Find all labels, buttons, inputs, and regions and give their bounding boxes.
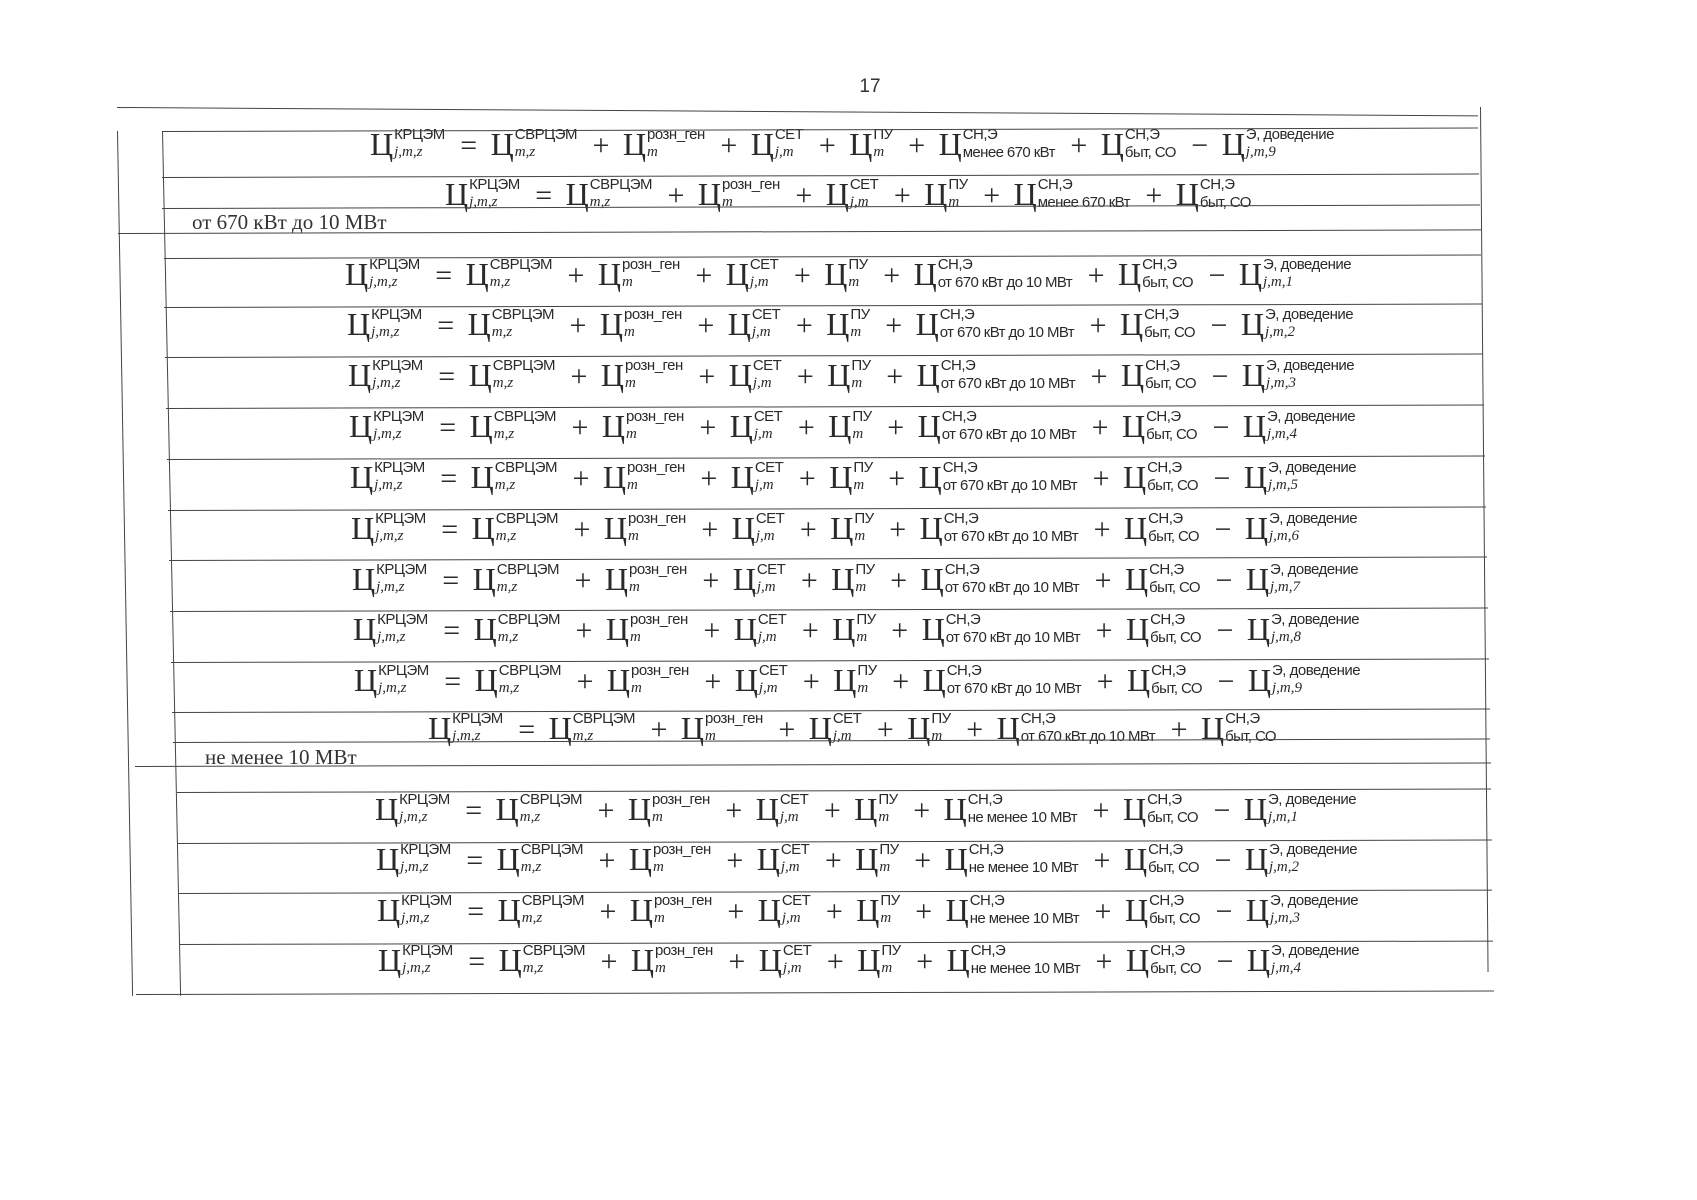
formula-row [348,359,1356,396]
plus-sign: + [726,844,744,877]
term-pu: Ц ПУ m [907,710,951,746]
plus-sign: + [699,411,717,444]
plus-sign: + [887,411,905,444]
plus-sign: + [703,614,721,647]
plus-sign: + [702,564,720,597]
term-dovedenie: Ц Э, доведение j,m,3 [1241,357,1355,393]
table-outer-border [117,131,133,996]
term-byt: Ц СН,Э быт, СО [1175,176,1251,212]
term-rozn-gen: Ц розн_ген m [627,791,710,827]
term-svrcem: Ц СВРЦЭМ m,z [465,256,552,292]
term-sn: Ц СН,Э от 670 кВт до 10 МВт [917,408,1077,444]
plus-sign: + [825,895,843,928]
term-rozn-gen: Ц розн_ген m [597,256,680,292]
plus-sign: + [824,844,842,877]
term-set: Ц СЕТ j,m [727,306,781,342]
term-krcem: Ц КРЦЭМ j,m,z [376,841,451,877]
term-sn: Ц СН,Э не менее 10 МВт [946,942,1081,978]
plus-sign: + [818,129,836,162]
plus-sign: + [908,129,926,162]
term-byt: Ц СН,Э быт, СО [1119,306,1195,342]
term-dovedenie: Ц Э, доведение j,m,4 [1246,942,1360,978]
plus-sign: + [667,179,685,212]
term-pu: Ц ПУ m [855,841,899,877]
equals-sign: = [468,945,486,978]
term-svrcem: Ц СВРЦЭМ m,z [495,791,582,827]
plus-sign: + [573,513,591,546]
equals-sign: = [435,259,453,292]
term-pu: Ц ПУ m [857,942,901,978]
term-set: Ц СЕТ j,m [731,510,785,546]
term-krcem: Ц КРЦЭМ j,m,z [345,256,420,292]
term-svrcem: Ц СВРЦЭМ m,z [548,710,635,746]
term-sn: Ц СН,Э не менее 10 МВт [944,841,1079,877]
formula-row [377,894,1360,931]
term-svrcem: Ц СВРЦЭМ m,z [467,306,554,342]
term-sn: Ц СН,Э не менее 10 МВт [945,892,1080,928]
term-byt: Ц СН,Э быт, СО [1124,892,1200,928]
minus-sign: − [1208,259,1226,292]
term-byt: Ц СН,Э быт, СО [1121,408,1197,444]
term-set: Ц СЕТ j,m [750,126,804,162]
equals-sign: = [535,179,553,212]
term-krcem: Ц КРЦЭМ j,m,z [445,176,520,212]
term-dovedenie: Ц Э, доведение j,m,6 [1244,510,1358,546]
equals-sign: = [466,844,484,877]
plus-sign: + [802,665,820,698]
term-set: Ц СЕТ j,m [758,942,812,978]
plus-sign: + [572,462,590,495]
term-set: Ц СЕТ j,m [755,791,809,827]
plus-sign: + [1092,462,1110,495]
term-krcem: Ц КРЦЭМ j,m,z [354,662,429,698]
minus-sign: − [1215,895,1233,928]
formula-row [375,793,1358,830]
plus-sign: + [599,895,617,928]
formula-row [354,664,1362,701]
plus-sign: + [728,945,746,978]
term-pu: Ц ПУ m [824,256,868,292]
minus-sign: − [1217,665,1235,698]
term-dovedenie: Ц Э, доведение j,m,2 [1244,841,1358,877]
formula-row [428,712,1278,749]
plus-sign: + [1094,895,1112,928]
term-set: Ц СЕТ j,m [757,892,811,928]
term-sn: Ц СН,Э от 670 кВт до 10 МВт [916,357,1076,393]
term-dovedenie: Ц Э, доведение j,m,9 [1221,126,1334,162]
plus-sign: + [571,411,589,444]
term-krcem: Ц КРЦЭМ j,m,z [370,126,445,162]
equals-sign: = [518,713,536,746]
plus-sign: + [720,129,738,162]
term-byt: Ц СН,Э быт, СО [1117,256,1193,292]
term-krcem: Ц КРЦЭМ j,m,z [350,459,425,495]
plus-sign: + [826,945,844,978]
term-byt: Ц СН,Э быт, СО [1124,561,1200,597]
plus-sign: + [795,179,813,212]
term-krcem: Ц КРЦЭМ j,m,z [349,408,424,444]
term-dovedenie: Ц Э, доведение j,m,3 [1245,892,1359,928]
formula-row [370,128,1336,165]
plus-sign: + [727,895,745,928]
section-label-670kw-10mw: от 670 кВт до 10 МВт [192,210,387,234]
plus-sign: + [1087,259,1105,292]
minus-sign: − [1215,564,1233,597]
term-pu: Ц ПУ m [827,357,871,393]
term-svrcem: Ц СВРЦЭМ m,z [469,408,556,444]
term-sn: Ц СН,Э менее 670 кВт [938,126,1055,162]
term-dovedenie: Ц Э, доведение j,m,5 [1243,459,1357,495]
plus-sign: + [1091,411,1109,444]
term-pu: Ц ПУ m [849,126,893,162]
plus-sign: + [797,411,815,444]
term-sn: Ц СН,Э от 670 кВт до 10 МВт [913,256,1073,292]
term-krcem: Ц КРЦЭМ j,m,z [428,710,503,746]
term-svrcem: Ц СВРЦЭМ m,z [472,561,559,597]
term-sn: Ц СН,Э от 670 кВт до 10 МВт [919,510,1079,546]
plus-sign: + [650,713,668,746]
term-rozn-gen: Ц розн_ген m [603,510,686,546]
term-pu: Ц ПУ m [856,892,900,928]
term-rozn-gen: Ц розн_ген m [605,611,688,647]
term-pu: Ц ПУ m [854,791,898,827]
term-svrcem: Ц СВРЦЭМ m,z [470,459,557,495]
term-svrcem: Ц СВРЦЭМ m,z [565,176,652,212]
plus-sign: + [966,713,984,746]
minus-sign: − [1216,614,1234,647]
equals-sign: = [437,309,455,342]
term-rozn-gen: Ц розн_ген m [600,357,683,393]
minus-sign: − [1191,129,1209,162]
plus-sign: + [698,360,716,393]
formula-row [349,410,1357,447]
plus-sign: + [1093,844,1111,877]
term-pu: Ц ПУ m [828,408,872,444]
plus-sign: + [913,794,931,827]
term-svrcem: Ц СВРЦЭМ m,z [474,662,561,698]
term-krcem: Ц КРЦЭМ j,m,z [347,306,422,342]
term-set: Ц СЕТ j,m [725,256,779,292]
plus-sign: + [701,513,719,546]
term-byt: Ц СН,Э быт, СО [1125,942,1201,978]
term-set: Ц СЕТ j,m [808,710,862,746]
formula-row [376,843,1359,880]
term-byt: Ц СН,Э быт, СО [1200,710,1276,746]
term-svrcem: Ц СВРЦЭМ m,z [468,357,555,393]
term-byt: Ц СН,Э быт, СО [1125,611,1201,647]
term-rozn-gen: Ц розн_ген m [630,942,713,978]
term-krcem: Ц КРЦЭМ j,m,z [351,510,426,546]
plus-sign: + [598,844,616,877]
formula-row [350,461,1358,498]
term-svrcem: Ц СВРЦЭМ m,z [498,942,585,978]
term-byt: Ц СН,Э быт, СО [1123,841,1199,877]
plus-sign: + [1093,513,1111,546]
term-pu: Ц ПУ m [826,306,870,342]
term-rozn-gen: Ц розн_ген m [629,892,712,928]
term-svrcem: Ц СВРЦЭМ m,z [490,126,577,162]
plus-sign: + [597,794,615,827]
plus-sign: + [1170,713,1188,746]
term-rozn-gen: Ц розн_ген m [606,662,689,698]
plus-sign: + [915,895,933,928]
equals-sign: = [460,129,478,162]
term-pu: Ц ПУ m [829,459,873,495]
term-pu: Ц ПУ m [830,510,874,546]
plus-sign: + [570,360,588,393]
plus-sign: + [697,309,715,342]
plus-sign: + [1096,665,1114,698]
term-byt: Ц СН,Э быт, СО [1123,510,1199,546]
term-sn: Ц СН,Э от 670 кВт до 10 МВт [921,611,1081,647]
minus-sign: − [1211,360,1229,393]
equals-sign: = [439,411,457,444]
term-krcem: Ц КРЦЭМ j,m,z [348,357,423,393]
formula-row [378,944,1361,981]
table-inner-border [162,131,181,996]
term-byt: Ц СН,Э быт, СО [1122,459,1198,495]
equals-sign: = [465,794,483,827]
plus-sign: + [695,259,713,292]
term-krcem: Ц КРЦЭМ j,m,z [353,611,428,647]
plus-sign: + [798,462,816,495]
term-sn: Ц СН,Э от 670 кВт до 10 МВт [920,561,1080,597]
plus-sign: + [1092,794,1110,827]
formula-row [352,563,1360,600]
term-pu: Ц ПУ m [924,176,968,212]
term-byt: Ц СН,Э быт, СО [1122,791,1198,827]
plus-sign: + [592,129,610,162]
term-svrcem: Ц СВРЦЭМ m,z [471,510,558,546]
formula-row [445,178,1253,215]
formula-row [353,613,1361,650]
term-rozn-gen: Ц розн_ген m [628,841,711,877]
plus-sign: + [778,713,796,746]
plus-sign: + [891,614,909,647]
term-sn: Ц СН,Э не менее 10 МВт [943,791,1078,827]
term-krcem: Ц КРЦЭМ j,m,z [378,942,453,978]
term-rozn-gen: Ц розн_ген m [601,408,684,444]
plus-sign: + [893,179,911,212]
term-svrcem: Ц СВРЦЭМ m,z [473,611,560,647]
term-pu: Ц ПУ m [832,611,876,647]
plus-sign: + [795,309,813,342]
term-dovedenie: Ц Э, доведение j,m,1 [1238,256,1352,292]
section-label-min-10mw: не менее 10 МВт [205,745,357,769]
plus-sign: + [574,564,592,597]
equals-sign: = [442,564,460,597]
formula-row [345,258,1353,295]
term-krcem: Ц КРЦЭМ j,m,z [375,791,450,827]
plus-sign: + [890,564,908,597]
equals-sign: = [441,513,459,546]
equals-sign: = [440,462,458,495]
plus-sign: + [883,259,901,292]
term-krcem: Ц КРЦЭМ j,m,z [352,561,427,597]
equals-sign: = [467,895,485,928]
term-dovedenie: Ц Э, доведение j,m,8 [1246,611,1360,647]
plus-sign: + [600,945,618,978]
equals-sign: = [438,360,456,393]
term-pu: Ц ПУ m [833,662,877,698]
term-set: Ц СЕТ j,m [728,357,782,393]
plus-sign: + [914,844,932,877]
plus-sign: + [876,713,894,746]
term-sn: Ц СН,Э от 670 кВт до 10 МВт [922,662,1082,698]
plus-sign: + [1145,179,1163,212]
minus-sign: − [1210,309,1228,342]
plus-sign: + [575,614,593,647]
term-sn: Ц СН,Э от 670 кВт до 10 МВт [918,459,1078,495]
plus-sign: + [1090,360,1108,393]
plus-sign: + [704,665,722,698]
minus-sign: − [1216,945,1234,978]
plus-sign: + [801,614,819,647]
term-rozn-gen: Ц розн_ген m [604,561,687,597]
plus-sign: + [799,513,817,546]
minus-sign: − [1214,844,1232,877]
plus-sign: + [888,462,906,495]
term-set: Ц СЕТ j,m [729,408,783,444]
equals-sign: = [443,614,461,647]
term-dovedenie: Ц Э, доведение j,m,1 [1243,791,1357,827]
term-rozn-gen: Ц розн_ген m [599,306,682,342]
term-dovedenie: Ц Э, доведение j,m,9 [1247,662,1361,698]
minus-sign: − [1213,462,1231,495]
term-rozn-gen: Ц розн_ген m [622,126,705,162]
term-sn: Ц СН,Э от 670 кВт до 10 МВт [915,306,1075,342]
term-dovedenie: Ц Э, доведение j,m,4 [1242,408,1356,444]
plus-sign: + [885,309,903,342]
term-set: Ц СЕТ j,m [734,662,788,698]
term-svrcem: Ц СВРЦЭМ m,z [496,841,583,877]
plus-sign: + [793,259,811,292]
plus-sign: + [1095,945,1113,978]
term-byt: Ц СН,Э быт, СО [1100,126,1176,162]
plus-sign: + [1070,129,1088,162]
plus-sign: + [889,513,907,546]
plus-sign: + [700,462,718,495]
plus-sign: + [567,259,585,292]
term-rozn-gen: Ц розн_ген m [697,176,780,212]
term-rozn-gen: Ц розн_ген m [680,710,763,746]
plus-sign: + [576,665,594,698]
term-pu: Ц ПУ m [831,561,875,597]
plus-sign: + [823,794,841,827]
plus-sign: + [569,309,587,342]
term-rozn-gen: Ц розн_ген m [602,459,685,495]
plus-sign: + [1094,564,1112,597]
term-set: Ц СЕТ j,m [756,841,810,877]
formula-row [347,308,1355,345]
term-byt: Ц СН,Э быт, СО [1120,357,1196,393]
page-number: 17 [859,76,881,97]
term-krcem: Ц КРЦЭМ j,m,z [377,892,452,928]
term-set: Ц СЕТ j,m [825,176,879,212]
plus-sign: + [1095,614,1113,647]
plus-sign: + [916,945,934,978]
term-sn: Ц СН,Э менее 670 кВт [1013,176,1130,212]
minus-sign: − [1212,411,1230,444]
formula-row [351,512,1359,549]
term-sn: Ц СН,Э от 670 кВт до 10 МВт [996,710,1156,746]
minus-sign: − [1214,513,1232,546]
minus-sign: − [1213,794,1231,827]
plus-sign: + [796,360,814,393]
plus-sign: + [800,564,818,597]
equals-sign: = [444,665,462,698]
plus-sign: + [886,360,904,393]
term-set: Ц СЕТ j,m [733,611,787,647]
term-svrcem: Ц СВРЦЭМ m,z [497,892,584,928]
term-set: Ц СЕТ j,m [732,561,786,597]
term-dovedenie: Ц Э, доведение j,m,7 [1245,561,1359,597]
plus-sign: + [1089,309,1107,342]
term-dovedenie: Ц Э, доведение j,m,2 [1240,306,1354,342]
term-byt: Ц СН,Э быт, СО [1126,662,1202,698]
plus-sign: + [983,179,1001,212]
plus-sign: + [725,794,743,827]
plus-sign: + [892,665,910,698]
term-set: Ц СЕТ j,m [730,459,784,495]
